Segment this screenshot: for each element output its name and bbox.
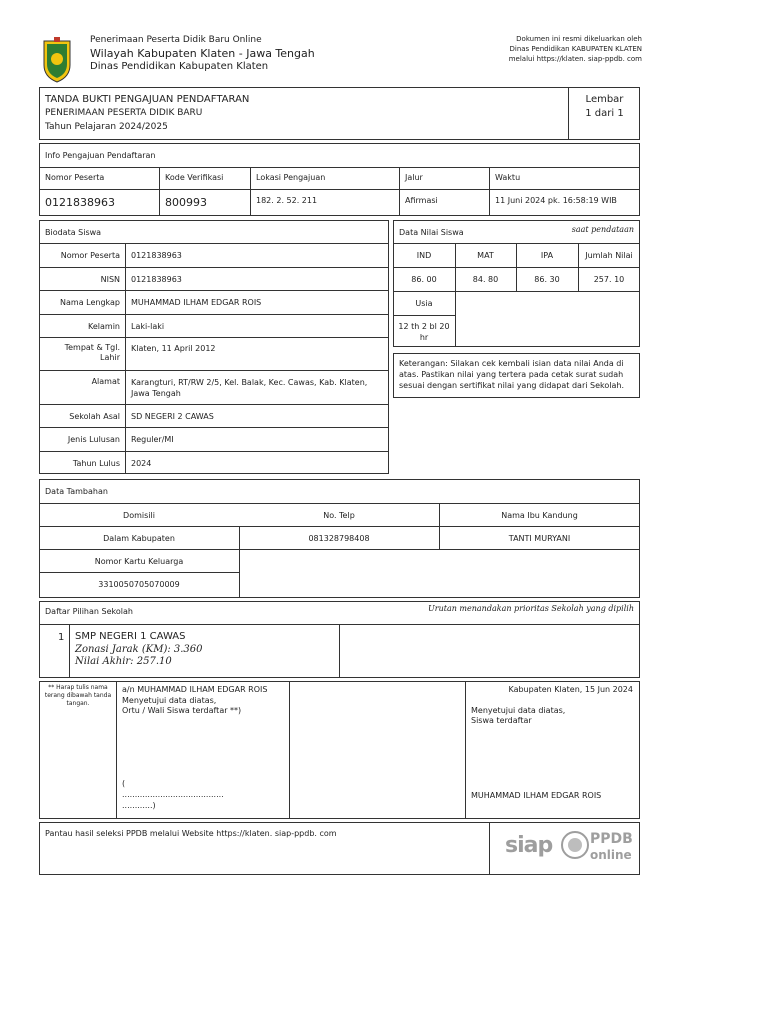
- bio-label-sekolah: Sekolah Asal: [69, 412, 120, 421]
- ttd-nama: MUHAMMAD ILHAM EDGAR ROIS: [471, 791, 602, 800]
- header-note2: Dinas Pendidikan KABUPATEN KLATEN: [509, 45, 642, 53]
- bio-label-ttl: Tempat & Tgl. Lahir: [64, 343, 120, 362]
- ppdb-logo-icon: [560, 830, 590, 860]
- info-waktu: 11 Juni 2024 pk. 16:58:19 WIB: [495, 196, 617, 205]
- ttd-ortu: Ortu / Wali Siswa terdaftar **): [122, 706, 242, 715]
- bio-label-tahun: Tahun Lulus: [72, 459, 120, 468]
- nilai-section-title: Data Nilai Siswa: [399, 228, 464, 237]
- bio-label-alamat: Alamat: [91, 377, 120, 386]
- tambahan-kk: 3310050705070009: [98, 580, 180, 589]
- nilai-note: saat pendataan: [571, 225, 634, 234]
- nilai-h-mat: MAT: [477, 251, 494, 260]
- bio-value-kelamin: Laki-laki: [131, 322, 165, 331]
- footer-pantau: Pantau hasil seleksi PPDB melalui Website https://klaten. siap-ppdb. com: [45, 829, 337, 838]
- info-nomor: 0121838963: [45, 196, 115, 209]
- pilihan-section-title: Daftar Pilihan Sekolah: [45, 607, 133, 616]
- header-line2: Wilayah Kabupaten Klaten - Jawa Tengah: [90, 47, 315, 60]
- info-h-nomor: Nomor Peserta: [45, 173, 105, 182]
- bio-label-kelamin: Kelamin: [88, 322, 120, 331]
- sheet-label: Lembar: [585, 94, 624, 105]
- pilihan-nilai: Nilai Akhir: 257.10: [75, 656, 172, 667]
- tambahan-h-domisili: Domisili: [123, 511, 155, 520]
- pilihan-no: 1: [58, 632, 65, 643]
- nilai-jml: 257. 10: [593, 275, 625, 284]
- ttd-tempat: Kabupaten Klaten, 15 Jun 2024: [508, 685, 633, 694]
- info-h-lokasi: Lokasi Pengajuan: [256, 173, 326, 182]
- bio-label-nama: Nama Lengkap: [60, 298, 120, 307]
- tambahan-h-ibu: Nama Ibu Kandung: [501, 511, 578, 520]
- tambahan-telp: 081328798408: [308, 534, 370, 543]
- tambahan-h-telp: No. Telp: [323, 511, 355, 520]
- pilihan-jarak: Zonasi Jarak (KM): 3.360: [75, 644, 203, 655]
- ttd-siswa: Siswa terdaftar: [471, 716, 532, 725]
- bio-label-nomor: Nomor Peserta: [60, 251, 120, 260]
- nilai-ipa: 86. 30: [534, 275, 560, 284]
- bio-value-nama: MUHAMMAD ILHAM EDGAR ROIS: [131, 298, 262, 307]
- tambahan-section-title: Data Tambahan: [45, 487, 108, 496]
- tambahan-h-kk: Nomor Kartu Keluarga: [94, 557, 184, 566]
- doc-year: Tahun Pelajaran 2024/2025: [45, 122, 168, 132]
- sheet-value: 1 dari 1: [585, 108, 624, 119]
- ttd-setuju1: Menyetujui data diatas,: [122, 696, 217, 705]
- bio-value-sekolah: SD NEGERI 2 CAWAS: [131, 412, 214, 421]
- ttd-dots2: ............): [122, 801, 156, 810]
- nilai-ind: 86. 00: [411, 275, 437, 284]
- nilai-usia: 12 th 2 bl 20 hr: [398, 322, 450, 342]
- nilai-h-usia: Usia: [415, 299, 433, 308]
- nilai-mat: 84. 80: [472, 275, 499, 284]
- ttd-dots-open: (: [122, 779, 126, 788]
- header-note1: Dokumen ini resmi dikeluarkan oleh: [516, 35, 642, 43]
- info-section-title: Info Pengajuan Pendaftaran: [45, 151, 156, 160]
- doc-subtitle: PENERIMAAN PESERTA DIDIK BARU: [45, 108, 203, 118]
- bio-value-tahun: 2024: [131, 459, 152, 468]
- header-note3: melalui https://klaten. siap-ppdb. com: [508, 55, 642, 63]
- header-line1: Penerimaan Peserta Didik Baru Online: [90, 35, 262, 45]
- ppdb-logo-text: PPDB: [590, 831, 633, 847]
- tambahan-domisili: Dalam Kabupaten: [103, 534, 175, 543]
- ttd-dots1: ........................................: [122, 790, 224, 799]
- keterangan-text: Keterangan: Silakan cek kembali isian data nilai Anda di atas. Pastikan nilai yang tertera pada cetak surat sudah sesuai dengan sertifikat nilai yang didapat dari Sekolah.: [399, 359, 624, 390]
- info-h-jalur: Jalur: [405, 173, 423, 182]
- biodata-section-title: Biodata Siswa: [45, 228, 102, 237]
- nilai-h-jml: Jumlah Nilai: [585, 251, 633, 260]
- siap-logo: siap: [505, 833, 553, 858]
- bio-label-nisn: NISN: [100, 275, 120, 284]
- ttd-an: a/n MUHAMMAD ILHAM EDGAR ROIS: [122, 685, 268, 694]
- header-line3: Dinas Pendidikan Kabupaten Klaten: [90, 61, 269, 72]
- info-kode: 800993: [165, 196, 207, 209]
- ttd-note: ** Harap tulis nama terang dibawah tanda tangan.: [44, 684, 112, 707]
- ttd-setuju2: Menyetujui data diatas,: [471, 706, 566, 715]
- pilihan-sekolah: SMP NEGERI 1 CAWAS: [75, 631, 186, 642]
- bio-value-nomor: 0121838963: [131, 251, 182, 260]
- nilai-h-ind: IND: [416, 251, 432, 260]
- tambahan-ibu: TANTI MURYANI: [508, 534, 571, 543]
- bio-value-lulusan: Reguler/MI: [131, 435, 174, 444]
- info-h-waktu: Waktu: [495, 173, 521, 182]
- info-lokasi: 182. 2. 52. 211: [256, 196, 318, 205]
- crest-logo: [42, 35, 72, 83]
- bio-value-alamat: Karangturi, RT/RW 2/5, Kel. Balak, Kec. Cawas, Kab. Klaten, Jawa Tengah: [131, 378, 368, 398]
- nilai-h-ipa: IPA: [540, 251, 554, 260]
- bio-label-lulusan: Jenis Lulusan: [67, 435, 120, 444]
- info-h-kode: Kode Verifikasi: [165, 173, 224, 182]
- bio-value-nisn: 0121838963: [131, 275, 182, 284]
- bio-value-ttl: Klaten, 11 April 2012: [131, 344, 216, 353]
- doc-title: TANDA BUKTI PENGAJUAN PENDAFTARAN: [45, 94, 250, 105]
- online-logo-text: online: [590, 848, 632, 862]
- pilihan-note: Urutan menandakan prioritas Sekolah yang dipilih: [428, 604, 634, 613]
- info-jalur: Afirmasi: [405, 196, 438, 205]
